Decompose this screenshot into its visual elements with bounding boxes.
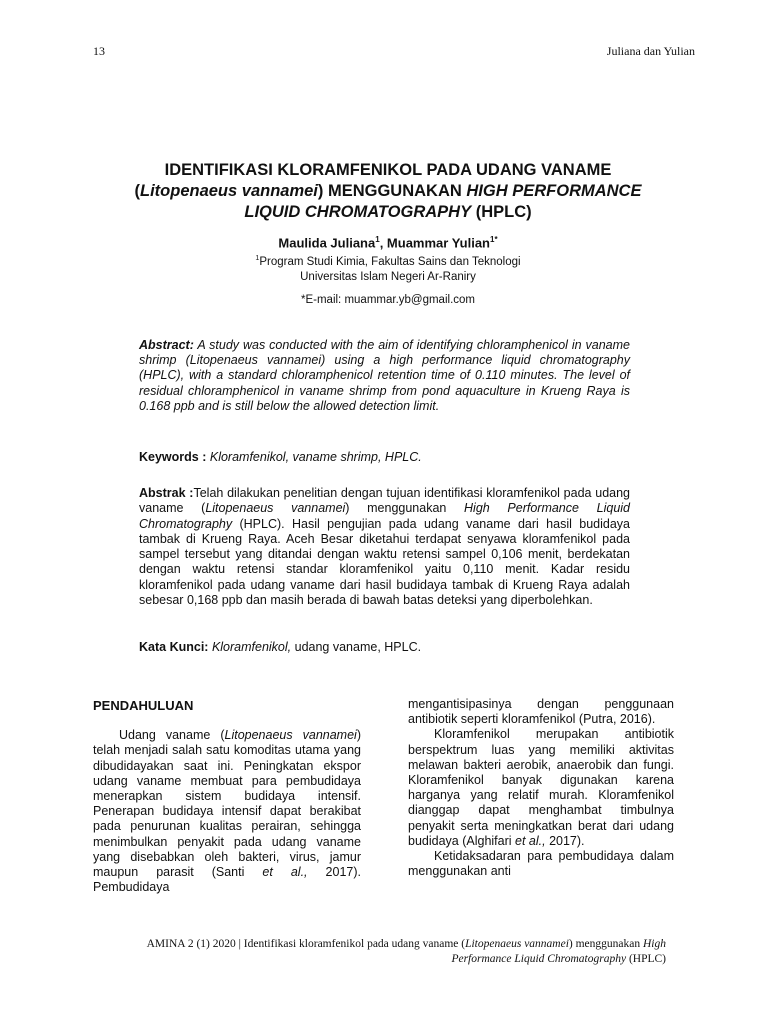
abstract-english [139, 338, 630, 414]
title-line-1: IDENTIFIKASI KLORAMFENIKOL PADA UDANG VANAME [164, 161, 612, 179]
body-paragraph: Udang vaname (Litopenaeus vannamei) telah menjadi salah satu komoditas utama yang dibudidayakan saat ini. Peningkatan ekspor udang vaname membuat para pembudidaya menerapkan sistem budidaya intensif. Penerapan budidaya intensif dapat berakibat pada penurunan kualitas perairan, sehingga menimbulkan penyakit pada udang vaname yang disebabkan oleh bakteri, virus, jamur maupun parasit (Santi et al., 2017). Pembudidaya [93, 728, 361, 895]
left-column [93, 698, 361, 895]
abstract-indonesian: Abstrak :Telah dilakukan penelitian dengan tujuan identifikasi kloramfenikol pada udang vaname (Litopenaeus vannamei) menggunakan High Performance Liquid Chromatography (HPLC). Hasil pengujian pada udang vaname dari hasil budidaya tambak di Krueng Raya. Aceh Besar diketahui terdapat senyawa kloramfenikol pada sampel tersebut yang ditandai dengan waktu retensi sampel 0,106 menit, berdekatan dengan waktu retensi standar kloramfenikol yaitu 0,110 menit. Kadar residu kloramfenikol pada udang vaname dari hasil budidaya tambak di Krueng Raya adalah sebesar 0,168 ppb dan masih berada di bawah batas deteksi yang diperbolehkan. [139, 486, 630, 608]
keywords-english [139, 450, 630, 464]
abstract-label: Abstract: [139, 338, 194, 352]
abstract-text: A study was conducted with the aim of identifying chloramphenicol in vaname shrimp (Litopenaeus vannamei) using a high performance liquid chromatography (HPLC), with a standard chloramphenicol retention time of 0.110 minutes. The level of residual chloramphenicol in vaname shrimp from pond aquaculture in Krueng Raya is 0.168 ppb and is still below the allowed detection limit. [139, 338, 630, 413]
keywords-indonesian: Kata Kunci: Kloramfenikol, udang vaname, HPLC. [139, 640, 422, 654]
title-line-3: LIQUID CHROMATOGRAPHY (HPLC) [244, 203, 532, 221]
author-name: Muammar Yulian [386, 235, 490, 251]
page-footer: AMINA 2 (1) 2020 | Identifikasi kloramfenikol pada udang vaname (Litopenaeus vannamei) menggunakan High Performance Liquid Chromatography (HPLC) [146, 938, 666, 965]
keywords-label: Keywords : [139, 450, 210, 464]
page-number: 13 [93, 44, 105, 58]
section-heading: PENDAHULUAN [93, 698, 194, 713]
running-header: Juliana dan Yulian [606, 44, 695, 58]
affiliation: $^1$Program Studi Kimia, Fakultas Sains dan Teknologi Universitas Islam Negeri Ar-Raniry [255, 255, 521, 283]
right-column [408, 697, 674, 879]
author-name: Maulida Juliana [278, 235, 376, 251]
body-paragraph: Ketidaksadaran para pembudidaya dalam menggunakan anti [408, 849, 674, 879]
paper-title [90, 160, 686, 223]
body-paragraph: mengantisipasinya dengan penggunaan antibiotik seperti kloramfenikol (Putra, 2016). [408, 697, 674, 727]
keywords-text: Kloramfenikol, vaname shrimp, HPLC. [209, 450, 422, 464]
body-paragraph: Kloramfenikol merupakan antibiotik berspektrum luas yang memiliki aktivitas melawan bakteri aerobik, anaerobik dan fungi. Kloramfenikol banyak digunakan karena harganya yang relatif murah. Kloramfenikol dianggap dapat menghambat timbulnya penyakit serta meningkatkan berat dari udang budidaya (Alghifari et al., 2017). [408, 727, 674, 848]
title-species: Litopenaeus vannamei [140, 182, 318, 200]
corresponding-email: *E-mail: muammar.yb@gmail.com [301, 294, 475, 306]
kata-kunci-label: Kata Kunci: [139, 640, 212, 654]
author-list: Maulida Juliana$^1$, Muammar Yulian$^{1*}$ [278, 235, 498, 251]
abstrak-label: Abstrak : [139, 486, 194, 500]
title-line-2: (Litopenaeus vannamei) MENGGUNAKAN HIGH PERFORMANCE [134, 182, 642, 200]
